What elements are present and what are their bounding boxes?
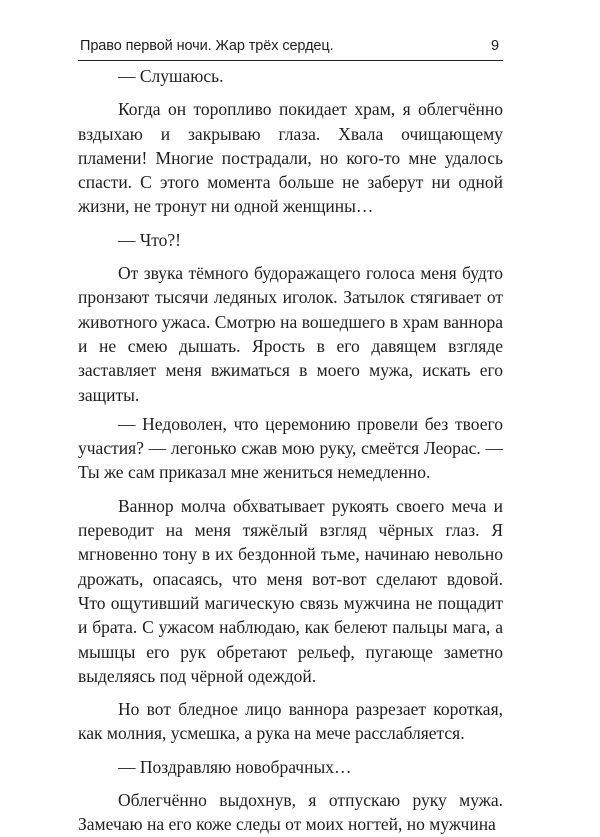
paragraph: Но вот бледное лицо ваннора разрезает короткая, как молния, усмешка, а рука на мече расслабляется. [78, 699, 503, 744]
running-header [78, 36, 503, 61]
paragraph: — Что?! [118, 229, 182, 250]
paragraph: — Недоволен, что церемонию провели без твоего участия? — легонько сжав мою руку, смеётся Леорас. — Ты же сам приказал мне жениться немедленно. [78, 413, 503, 483]
page-body [78, 64, 503, 837]
paragraph: — Слушаюсь. [118, 66, 224, 86]
book-title: Право первой ночи. Жар трёх сердец. [80, 38, 334, 54]
paragraph: Когда он торопливо покидает храм, я облегчённо вздыхаю и закрываю глаза. Хвала очищающему пламени! Многие пострадали, но кого-то мне удалось спасти. С этого момента больше не заберут ни одной жизни, не тронут ни одной женщины… [78, 99, 503, 217]
page-number: 9 [491, 38, 499, 54]
paragraph: Ваннор молча обхватывает рукоять своего меча и переводит на меня тяжёлый взгляд чёрных глаз. Я мгновенно тону в их бездонной тьме, начинаю невольно дрожать, опасаясь, что меня вот-вот сделают вдовой. Что ощутивший магическую связь мужчина не пощадит и брата. С ужасом наблюдаю, как белеют пальцы мага, а мышцы его рук обретают рельеф, пугающе заметно выделяясь под чёрной одеждой. [78, 495, 503, 686]
paragraph: — Поздравляю новобрачных… [118, 756, 352, 777]
paragraph: От звука тёмного будоражащего голоса меня будто пронзают тысячи ледяных иголок. Затылок стягивает от животного ужаса. Смотрю на вошедшего в храм ваннора и не смею дышать. Ярость в его давящем взгляде заставляет меня вжиматься в моего мужа, искать его защиты. [78, 263, 503, 405]
paragraph: Облегчённо выдохнув, я отпускаю руку мужа. Замечаю на его коже следы от моих ногтей, но мужчина [78, 790, 503, 835]
